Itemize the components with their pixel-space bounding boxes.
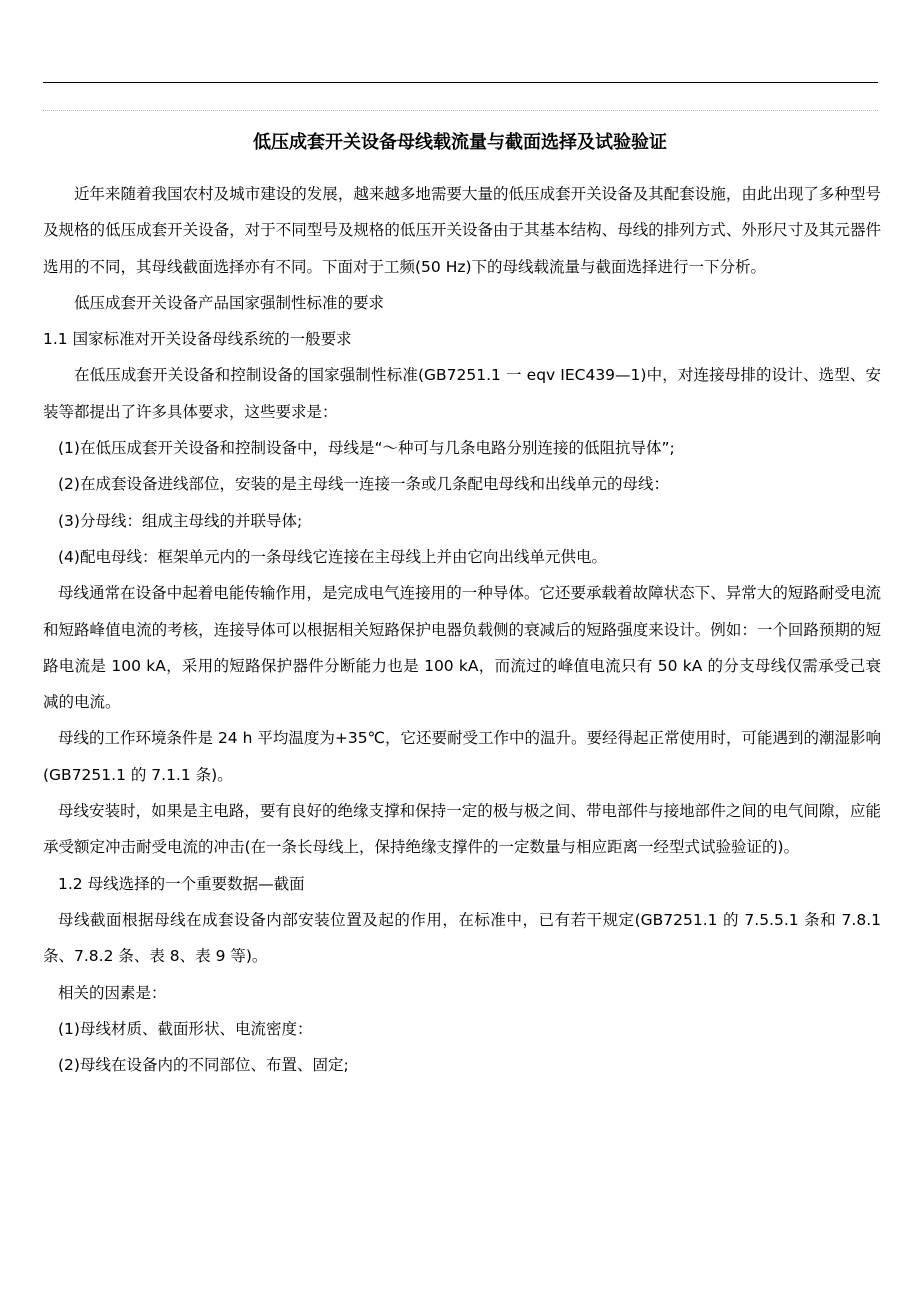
paragraph: 近年来随着我国农村及城市建设的发展，越来越多地需要大量的低压成套开关设备及其配套设施，由此出现了多种型号及规格的低压成套开关设备，对于不同型号及规格的低压开关设备由于其基本结构、母线的排列方式、外形尺寸及其元器件选用的不同，其母线截面选择亦有不同。下面对于工频(50 Hz)下的母线载流量与截面选择进行一下分析。 bbox=[43, 185, 881, 276]
paragraph: 1.2 母线选择的一个重要数据—截面 bbox=[58, 874, 305, 893]
paragraph: (1)在低压成套开关设备和控制设备中，母线是“～种可与几条电路分别连接的低阻抗导体”; bbox=[58, 439, 675, 458]
paragraph: 在低压成套开关设备和控制设备的国家强制性标准(GB7251.1 一 eqv IEC439—1)中，对连接母排的设计、选型、安装等都提出了许多具体要求，这些要求是： bbox=[43, 366, 881, 421]
document-title: 低压成套开关设备母线载流量与截面选择及试验验证 bbox=[253, 132, 667, 153]
paragraph: 母线截面根据母线在成套设备内部安装位置及起的作用，在标准中，已有若干规定(GB7251.1 的 7.5.5.1 条和 7.8.1 条、7.8.2 条、表 8、表 9 等)。 bbox=[43, 910, 881, 966]
paragraph: 相关的因素是： bbox=[58, 983, 167, 1002]
paragraph: 母线通常在设备中起着电能传输作用，是完成电气连接用的一种导体。它还要承载着故障状态下、异常大的短路耐受电流和短路峰值电流的考核，连接导体可以根据相关短路保护电器负载侧的衰减后的短路强度来设计。例如：一个回路预期的短路电流是 100 kA，采用的短路保护器件分断能力也是 100 kA，而流过的峰值电流只有 50 kA 的分支母线仅需承受己衰减的电流。 bbox=[43, 584, 881, 712]
paragraph: (3)分母线：组成主母线的并联导体; bbox=[58, 511, 303, 530]
paragraph: 母线的工作环境条件是 24 h 平均温度为+35℃，它还要耐受工作中的温升。要经得起正常使用时，可能遇到的潮湿影响(GB7251.1 的 7.1.1 条)。 bbox=[43, 729, 881, 784]
paragraph: 低压成套开关设备产品国家强制性标准的要求 bbox=[74, 293, 385, 312]
paragraph: (1)母线材质、截面形状、电流密度： bbox=[58, 1019, 313, 1038]
header-rule bbox=[43, 82, 878, 83]
header-dotted-rule bbox=[43, 110, 878, 111]
paragraph: 母线安装时，如果是主电路，要有良好的绝缘支撑和保持一定的极与极之间、带电部件与接地部件之间的电气间隙，应能承受额定冲击耐受电流的冲击(在一条长母线上，保持绝缘支撑件的一定数量与相应距离一经型式试验验证的)。 bbox=[43, 802, 881, 857]
paragraph: (2)在成套设备进线部位，安装的是主母线一连接一条或几条配电母线和出线单元的母线： bbox=[58, 475, 669, 494]
paragraph: (4)配电母线：框架单元内的一条母线它连接在主母线上并由它向出线单元供电。 bbox=[58, 547, 607, 566]
paragraph: 1.1 国家标准对开关设备母线系统的一般要求 bbox=[43, 330, 352, 349]
document-body bbox=[43, 176, 881, 1083]
paragraph: (2)母线在设备内的不同部位、布置、固定; bbox=[58, 1056, 349, 1075]
